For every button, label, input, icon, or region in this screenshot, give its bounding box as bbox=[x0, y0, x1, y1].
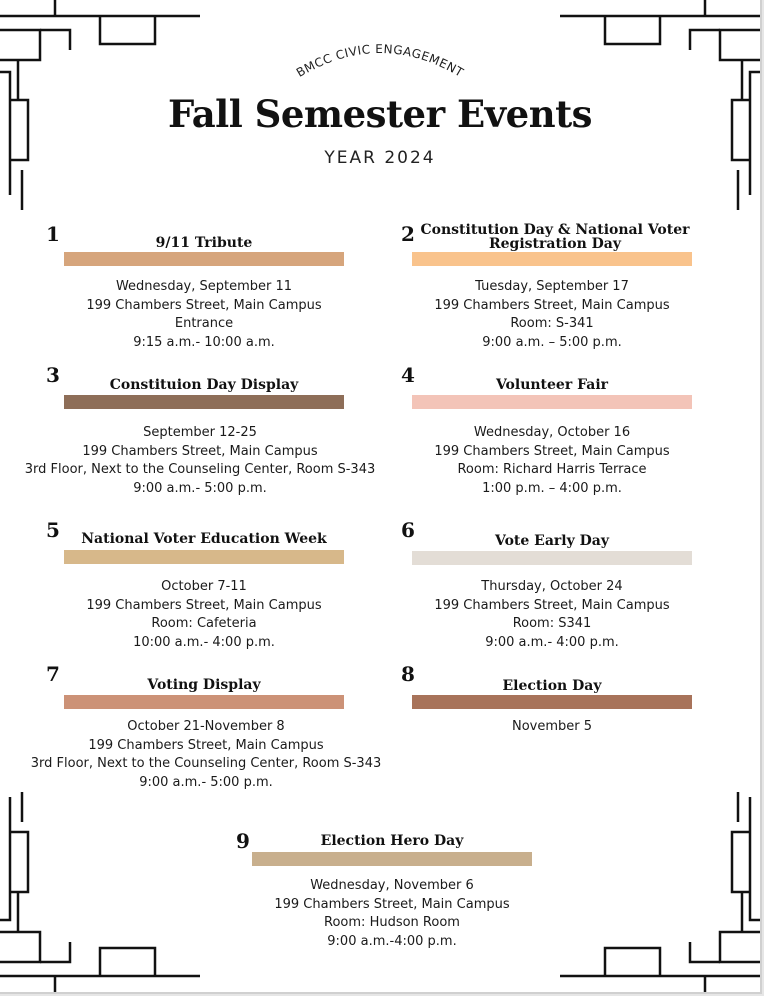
event-date: October 7-11 bbox=[161, 579, 247, 594]
event-details bbox=[352, 718, 752, 737]
event-date: Thursday, October 24 bbox=[481, 579, 623, 594]
event-room: Room: Hudson Room bbox=[324, 915, 460, 930]
event-time: 9:15 a.m.- 10:00 a.m. bbox=[133, 334, 275, 350]
event-details bbox=[4, 278, 404, 352]
event-address: 199 Chambers Street, Main Campus bbox=[86, 297, 322, 313]
event-details bbox=[0, 424, 400, 498]
org-arc-title bbox=[270, 30, 490, 90]
event-title: Election Day bbox=[502, 678, 602, 694]
event-date: Wednesday, November 6 bbox=[310, 878, 474, 893]
event-title: Constituion Day Display bbox=[109, 377, 299, 393]
event-number: 8 bbox=[401, 662, 415, 686]
event-title: Election Hero Day bbox=[320, 833, 464, 849]
event-number: 6 bbox=[401, 518, 415, 542]
event-color-bar bbox=[64, 550, 344, 564]
event-time: 9:00 a.m. – 5:00 p.m. bbox=[482, 334, 622, 350]
event-title: Volunteer Fair bbox=[495, 377, 609, 393]
event-address: 199 Chambers Street, Main Campus bbox=[274, 896, 510, 912]
event-color-bar bbox=[412, 395, 692, 409]
event-date: Tuesday, September 17 bbox=[475, 279, 629, 294]
event-time: 9:00 a.m.- 4:00 p.m. bbox=[485, 634, 619, 650]
event-address: 199 Chambers Street, Main Campus bbox=[86, 597, 322, 613]
event-address: 199 Chambers Street, Main Campus bbox=[434, 297, 670, 313]
event-address: 199 Chambers Street, Main Campus bbox=[434, 443, 670, 459]
event-room: 3rd Floor, Next to the Counseling Center, Room S-343 bbox=[24, 462, 376, 477]
event-address: 199 Chambers Street, Main Campus bbox=[88, 737, 324, 753]
event-date: October 21-November 8 bbox=[127, 719, 285, 734]
event-room: 3rd Floor, Next to the Counseling Center, Room S-343 bbox=[30, 756, 382, 771]
event-details bbox=[4, 578, 404, 652]
event-number: 4 bbox=[401, 363, 415, 387]
event-time: 9:00 a.m.- 5:00 p.m. bbox=[139, 774, 273, 790]
event-title: National Voter Education Week bbox=[81, 531, 327, 547]
event-time: 9:00 a.m.-4:00 p.m. bbox=[327, 933, 457, 949]
svg-text:BMCC CIVIC ENGAGEMENT bbox=[294, 42, 466, 80]
event-color-bar bbox=[64, 695, 344, 709]
event-details bbox=[352, 424, 752, 498]
event-room: Room: S341 bbox=[512, 616, 592, 631]
event-date: Wednesday, September 11 bbox=[115, 279, 293, 294]
event-room: Room: Cafeteria bbox=[151, 616, 257, 631]
event-details bbox=[192, 877, 592, 951]
corner-ornament-bottom-left bbox=[0, 792, 210, 992]
event-number: 1 bbox=[46, 222, 60, 246]
event-color-bar bbox=[64, 395, 344, 409]
event-number: 3 bbox=[46, 363, 60, 387]
event-number: 5 bbox=[46, 518, 60, 542]
event-number: 9 bbox=[236, 829, 250, 853]
event-room: Room: Richard Harris Terrace bbox=[457, 462, 647, 477]
event-date: Wednesday, October 16 bbox=[473, 425, 631, 440]
event-title: Vote Early Day bbox=[495, 533, 609, 549]
event-color-bar bbox=[412, 551, 692, 565]
event-color-bar bbox=[412, 695, 692, 709]
event-details bbox=[352, 578, 752, 652]
page-title: Fall Semester Events bbox=[167, 92, 593, 136]
event-time: 1:00 p.m. – 4:00 p.m. bbox=[482, 480, 622, 496]
event-details bbox=[352, 278, 752, 352]
event-color-bar bbox=[64, 252, 344, 266]
event-number: 2 bbox=[401, 222, 415, 246]
event-room: Room: S-341 bbox=[510, 316, 594, 331]
event-address: 199 Chambers Street, Main Campus bbox=[434, 597, 670, 613]
event-details bbox=[6, 718, 406, 792]
event-color-bar bbox=[412, 252, 692, 266]
event-room: Entrance bbox=[174, 316, 234, 331]
event-color-bar bbox=[252, 852, 532, 866]
page-subtitle: YEAR 2024 bbox=[324, 148, 436, 168]
event-address: 199 Chambers Street, Main Campus bbox=[82, 443, 318, 459]
event-time: 9:00 a.m.- 5:00 p.m. bbox=[133, 480, 267, 496]
org-name: BMCC CIVIC ENGAGEMENT bbox=[293, 41, 467, 80]
event-date: September 12-25 bbox=[143, 425, 257, 440]
event-title: Voting Display bbox=[147, 677, 261, 693]
event-date: November 5 bbox=[511, 719, 593, 734]
event-time: 10:00 a.m.- 4:00 p.m. bbox=[133, 634, 275, 650]
event-title: Constitution Day & National Voter Registration Day bbox=[420, 222, 690, 252]
event-title: 9/11 Tribute bbox=[155, 235, 253, 251]
event-number: 7 bbox=[46, 662, 60, 686]
